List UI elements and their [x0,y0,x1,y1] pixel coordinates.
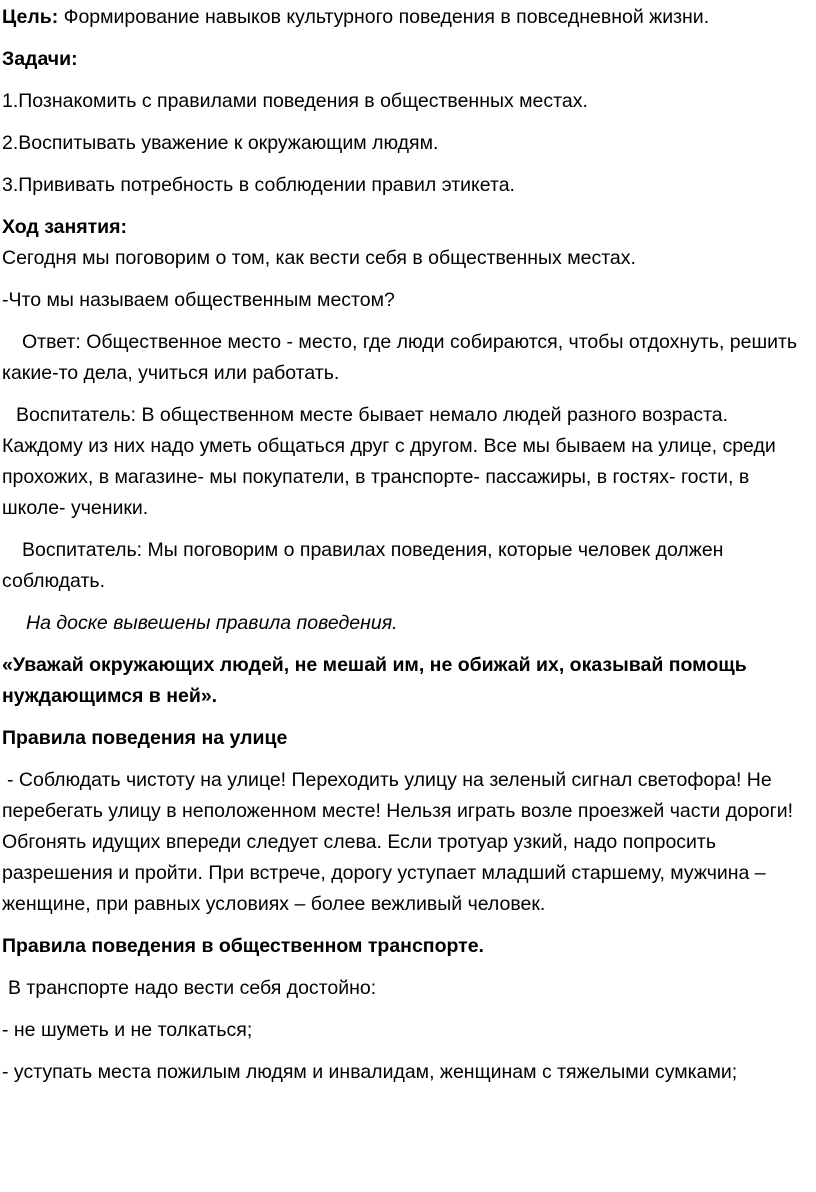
lesson-intro: Сегодня мы поговорим о том, как вести себя в общественных местах. [2,247,636,269]
behavior-motto: «Уважай окружающих людей, не мешай им, не обижай их, оказывай помощь нуждающимся в ней». [2,654,747,707]
task-item-3: 3.Прививать потребность в соблюдении правил этикета. [2,174,515,196]
teacher-remark-1-text: Воспитатель: В общественном месте бывает немало людей разного возраста. Каждому из них надо уметь общаться друг с другом. Все мы бываем на улице, среди прохожих, в магазине- мы покупатели, в транспорте- пассажиры, в гостях- гости, в школе- ученики. [2,404,776,519]
transport-rules-heading: Правила поведения в общественном транспорте. [2,935,484,957]
goal-paragraph [2,2,812,33]
task-item-2: 2.Воспитывать уважение к окружающим людям. [2,132,439,154]
lesson-answer [2,327,812,389]
tasks-heading: Задачи: [2,48,78,70]
lesson-answer-text: Ответ: Общественное место - место, где люди собираются, чтобы отдохнуть, решить какие-то дела, учиться или работать. [2,331,798,384]
teacher-remark-2-text: Воспитатель: Мы поговорим о правилах поведения, которые человек должен соблюдать. [2,539,724,592]
goal-text: Формирование навыков культурного поведения в повседневной жизни. [58,6,710,28]
street-rules-heading: Правила поведения на улице [2,727,288,749]
transport-rules-intro: В транспорте надо вести себя достойно: [8,977,377,999]
street-rules-body: - Соблюдать чистоту на улице! Переходить улицу на зеленый сигнал светофора! Не перебегать улицу в неположенном месте! Нельзя играть возле проезжей части дороги! Обгонять идущих впереди следует слева. Если тротуар узкий, надо попросить разрешения и пройти. При встрече, дорогу уступает младший старшему, мужчина – женщине, при равных условиях – более вежливый человек. [2,769,794,915]
street-rules-text [2,765,812,920]
lesson-question: -Что мы называем общественным местом? [2,289,395,311]
teacher-remark-1 [2,400,812,524]
goal-label: Цель: [2,6,59,28]
transport-rule-1: - не шуметь и не толкаться; [2,1019,253,1041]
lesson-heading: Ход занятия: [2,216,128,238]
task-item-1: 1.Познакомить с правилами поведения в общественных местах. [2,90,588,112]
transport-rule-2: - уступать места пожилым людям и инвалидам, женщинам с тяжелыми сумками; [2,1061,738,1083]
teacher-remark-2 [2,535,812,597]
board-note: На доске вывешены правила поведения. [26,612,398,634]
